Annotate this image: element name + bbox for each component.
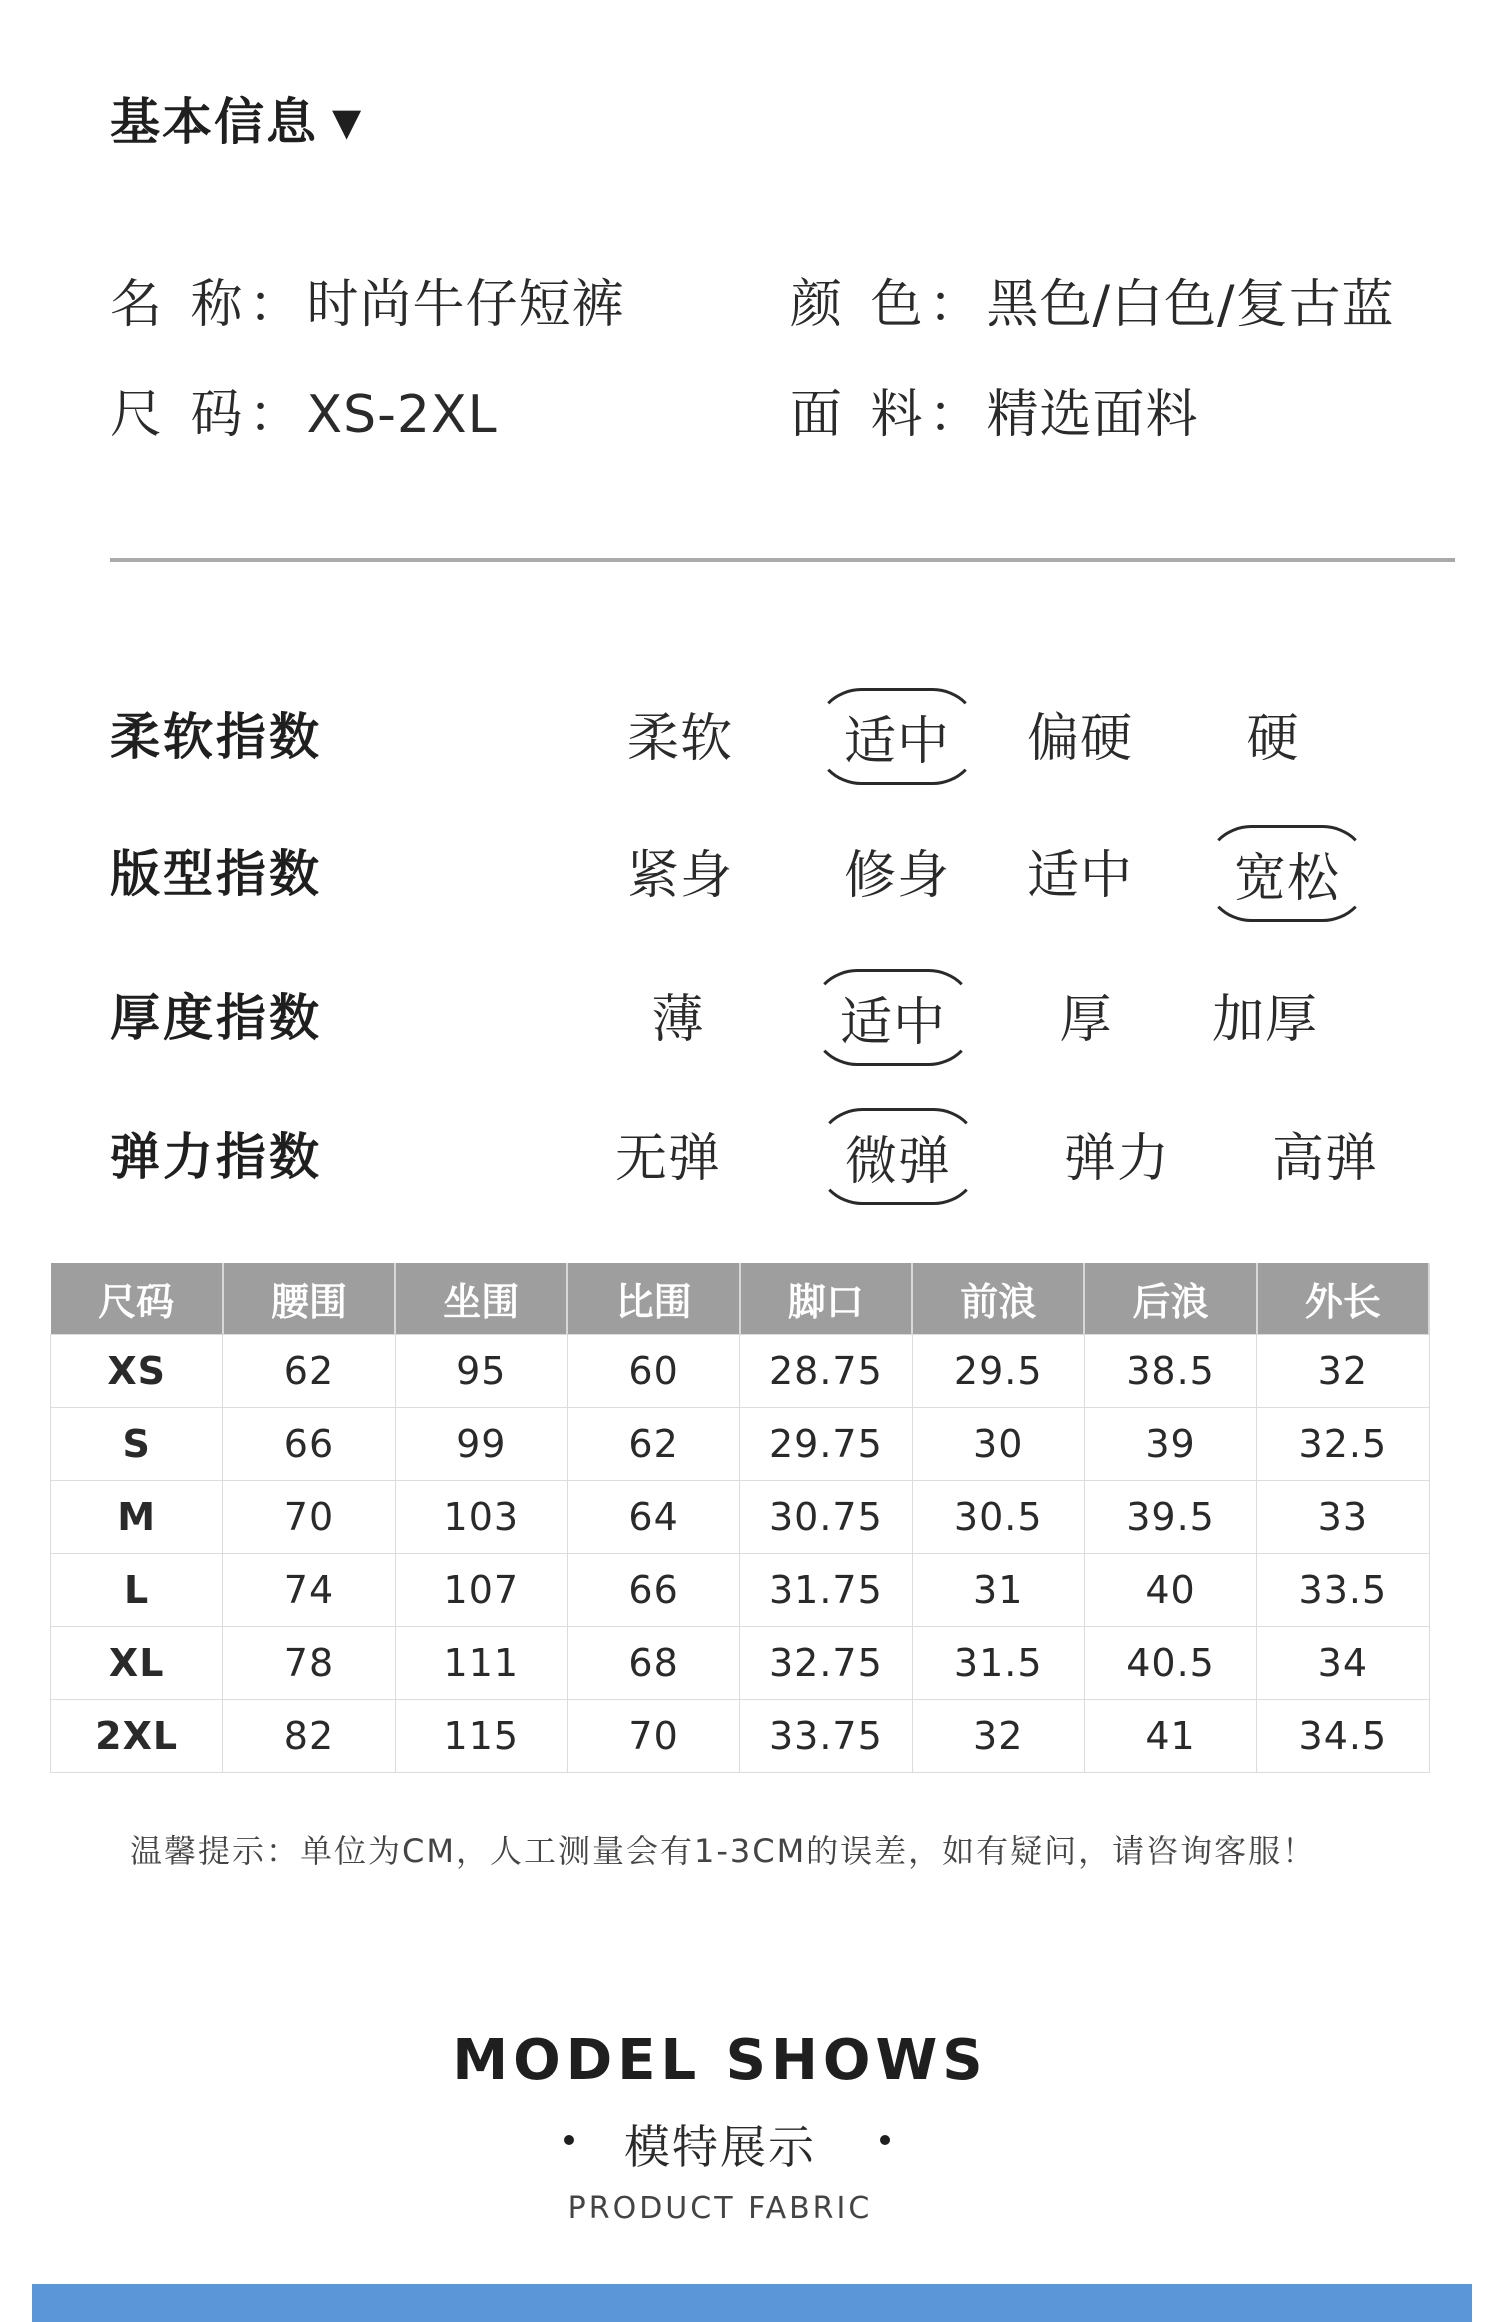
section-title-text: 基本信息 bbox=[110, 93, 318, 151]
table-cell: 28.75 bbox=[740, 1335, 912, 1408]
table-cell: 40 bbox=[1084, 1554, 1256, 1627]
table-cell: 34.5 bbox=[1257, 1700, 1429, 1773]
table-cell: 62 bbox=[567, 1408, 739, 1481]
table-header-cell: 腰围 bbox=[223, 1263, 395, 1335]
info-size bbox=[110, 372, 498, 447]
table-cell: 33.75 bbox=[740, 1700, 912, 1773]
softness-option: 偏硬 bbox=[1026, 709, 1134, 769]
table-header-cell: 脚口 bbox=[740, 1263, 912, 1335]
section-divider bbox=[110, 558, 1455, 562]
table-header-cell: 外长 bbox=[1257, 1263, 1429, 1335]
fit-index-label: 版型指数 bbox=[110, 845, 322, 903]
table-cell: 31.5 bbox=[912, 1627, 1084, 1700]
table-cell: 41 bbox=[1084, 1700, 1256, 1773]
elasticity-option: 无弹 bbox=[614, 1129, 722, 1189]
table-row bbox=[51, 1481, 1430, 1554]
table-cell: 70 bbox=[223, 1481, 395, 1554]
table-cell: 74 bbox=[223, 1554, 395, 1627]
table-cell: 30.75 bbox=[740, 1481, 912, 1554]
table-row bbox=[51, 1554, 1430, 1627]
table-cell: 30 bbox=[912, 1408, 1084, 1481]
thickness-option: 加厚 bbox=[1211, 990, 1319, 1050]
table-cell: 29.75 bbox=[740, 1408, 912, 1481]
thickness-option-selected: 适中 bbox=[809, 969, 977, 1066]
table-cell: 103 bbox=[395, 1481, 567, 1554]
info-name-label: 名 称： bbox=[110, 275, 307, 335]
table-cell: 66 bbox=[223, 1408, 395, 1481]
softness-index-label: 柔软指数 bbox=[110, 708, 322, 766]
table-cell: 64 bbox=[567, 1481, 739, 1554]
info-color-value: 黑色/白色/复古蓝 bbox=[986, 275, 1395, 335]
table-cell: 31.75 bbox=[740, 1554, 912, 1627]
table-cell: 60 bbox=[567, 1335, 739, 1408]
size-table bbox=[50, 1263, 1430, 1773]
info-color-label: 颜 色： bbox=[790, 275, 987, 335]
table-cell: L bbox=[51, 1554, 223, 1627]
measurement-note: 温馨提示：单位为CM，人工测量会有1-3CM的误差，如有疑问，请咨询客服！ bbox=[130, 1832, 1317, 1870]
table-cell: M bbox=[51, 1481, 223, 1554]
thickness-option: 薄 bbox=[651, 990, 705, 1050]
table-cell: 111 bbox=[395, 1627, 567, 1700]
table-cell: 62 bbox=[223, 1335, 395, 1408]
info-fabric-value: 精选面料 bbox=[986, 385, 1199, 445]
softness-option: 硬 bbox=[1246, 709, 1300, 769]
table-row bbox=[51, 1408, 1430, 1481]
table-cell: 99 bbox=[395, 1408, 567, 1481]
info-name bbox=[110, 262, 625, 337]
model-shows-subtitle: 模特展示 bbox=[624, 2120, 816, 2174]
table-cell: 70 bbox=[567, 1700, 739, 1773]
softness-option: 柔软 bbox=[626, 709, 734, 769]
table-cell: 34 bbox=[1257, 1627, 1429, 1700]
table-cell: 32 bbox=[1257, 1335, 1429, 1408]
table-header-cell: 尺码 bbox=[51, 1263, 223, 1335]
table-header-cell: 比围 bbox=[567, 1263, 739, 1335]
table-cell: 38.5 bbox=[1084, 1335, 1256, 1408]
table-header-row bbox=[51, 1263, 1430, 1335]
table-cell: 33.5 bbox=[1257, 1554, 1429, 1627]
image-top-edge bbox=[32, 2284, 1472, 2322]
table-header-cell: 坐围 bbox=[395, 1263, 567, 1335]
table-cell: 66 bbox=[567, 1554, 739, 1627]
fit-option: 修身 bbox=[843, 846, 951, 906]
table-cell: 32 bbox=[912, 1700, 1084, 1773]
softness-option-selected: 适中 bbox=[813, 688, 981, 785]
table-cell: 29.5 bbox=[912, 1335, 1084, 1408]
elasticity-option: 弹力 bbox=[1063, 1129, 1171, 1189]
fit-option-selected: 宽松 bbox=[1203, 825, 1371, 922]
table-cell: S bbox=[51, 1408, 223, 1481]
table-cell: XL bbox=[51, 1627, 223, 1700]
info-fabric-label: 面 料： bbox=[790, 385, 987, 445]
fit-option: 适中 bbox=[1026, 846, 1134, 906]
product-fabric-caption: PRODUCT FABRIC bbox=[567, 2191, 873, 2226]
table-cell: XS bbox=[51, 1335, 223, 1408]
elasticity-option-selected: 微弹 bbox=[814, 1108, 982, 1205]
fit-option: 紧身 bbox=[626, 846, 734, 906]
table-row bbox=[51, 1627, 1430, 1700]
table-cell: 68 bbox=[567, 1627, 739, 1700]
table-row bbox=[51, 1700, 1430, 1773]
elasticity-index-label: 弹力指数 bbox=[110, 1128, 322, 1186]
thickness-option: 厚 bbox=[1059, 990, 1113, 1050]
table-cell: 32.75 bbox=[740, 1627, 912, 1700]
table-cell: 2XL bbox=[51, 1700, 223, 1773]
table-cell: 82 bbox=[223, 1700, 395, 1773]
table-header-cell: 前浪 bbox=[912, 1263, 1084, 1335]
table-header-cell: 后浪 bbox=[1084, 1263, 1256, 1335]
table-cell: 33 bbox=[1257, 1481, 1429, 1554]
table-cell: 32.5 bbox=[1257, 1408, 1429, 1481]
triangle-down-icon[interactable]: ▼ bbox=[332, 100, 364, 144]
info-name-value: 时尚牛仔短裤 bbox=[306, 275, 625, 335]
table-row bbox=[51, 1335, 1430, 1408]
info-fabric bbox=[790, 372, 1199, 447]
section-title[interactable] bbox=[110, 82, 363, 154]
table-cell: 95 bbox=[395, 1335, 567, 1408]
table-cell: 115 bbox=[395, 1700, 567, 1773]
table-cell: 39 bbox=[1084, 1408, 1256, 1481]
elasticity-option: 高弹 bbox=[1271, 1129, 1379, 1189]
model-shows-title: MODEL SHOWS bbox=[452, 2028, 988, 2093]
table-cell: 31 bbox=[912, 1554, 1084, 1627]
table-cell: 107 bbox=[395, 1554, 567, 1627]
info-size-label: 尺 码： bbox=[110, 385, 307, 445]
thickness-index-label: 厚度指数 bbox=[110, 989, 322, 1047]
table-cell: 30.5 bbox=[912, 1481, 1084, 1554]
table-cell: 39.5 bbox=[1084, 1481, 1256, 1554]
table-cell: 40.5 bbox=[1084, 1627, 1256, 1700]
table-cell: 78 bbox=[223, 1627, 395, 1700]
info-size-value: XS-2XL bbox=[306, 385, 498, 445]
info-color bbox=[790, 262, 1395, 337]
